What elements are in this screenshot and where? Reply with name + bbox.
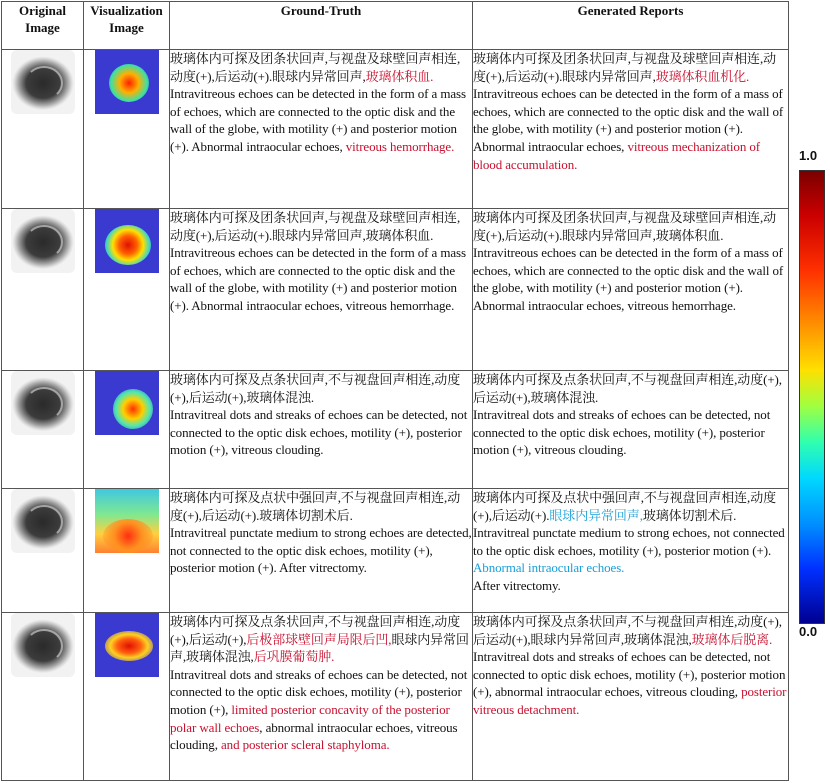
table-row: [2, 613, 789, 781]
report-text: Intravitreal dots and streaks of echoes can be detected, not connected to the optic disk echoes, motility (+), posterior motion (+), vitreous clouding.: [473, 407, 771, 458]
ultrasound-image: [11, 209, 75, 273]
report-text: Intravitreous echoes can be detected in the form of a mass of echoes, which are connected to the optic disk and the wall of the globe, with motility (+) and posterior motion (+). Abnormal intraocular echoes, vitreous hemorrhage.: [473, 245, 784, 313]
report-text: 玻璃体内可探及点状中强回声,不与视盘回声相连,动度(+),后运动(+).玻璃体切割术后.: [170, 490, 461, 523]
highlighted-text: and posterior scleral staphyloma.: [221, 737, 390, 753]
report-text: 玻璃体内可探及团条状回声,与视盘及球壁回声相连,动度(+),后运动(+).眼球内异常回声,: [473, 51, 777, 84]
report-text: Intravitreous echoes can be detected in the form of a mass of echoes, which are connected to the optic disk and the wall of the globe, with motility (+) and posterior motion (+). Abnormal intraocular echoes,: [170, 86, 466, 154]
header-visualization-image: Visualization Image: [84, 2, 170, 50]
report-text: 玻璃体内可探及点条状回声,不与视盘回声相连,动度(+),后运动(+),: [170, 614, 461, 647]
ultrasound-image: [11, 489, 75, 553]
report-text: 玻璃体内可探及点条状回声,不与视盘回声相连,动度(+),后运动(+),眼球内异常回声,玻璃体混浊,: [473, 614, 782, 647]
heatmap-image: [95, 209, 159, 273]
ground-truth-cell: [170, 613, 473, 781]
report-text: , abnormal intraocular echoes, vitreous clouding,: [170, 719, 458, 753]
highlighted-text: 玻璃体积血机化.: [655, 68, 750, 84]
ground-truth-cell: [170, 489, 473, 613]
report-text: Intravitreous echoes can be detected in the form of a mass of echoes, which are connected to the optic disk and the wall of the globe, with motility (+) and posterior motion (+). Abnormal intraocular echoes,: [473, 86, 784, 154]
highlighted-text: 玻璃体后脱离.: [691, 631, 773, 647]
report-text: 玻璃体内可探及团条状回声,与视盘及球壁回声相连,动度(+),后运动(+).眼球内异常回声,: [170, 51, 461, 84]
table-row: [2, 50, 789, 209]
report-text: Intravitreous echoes can be detected in the form of a mass of echoes, which are connected to the optic disk and the wall of the globe, with motility (+) and posterior motion (+). Abnormal intraocular echoes, vitreous hemorrhage.: [170, 245, 466, 313]
highlighted-text: limited posterior concavity of the posterior polar wall echoes: [170, 701, 450, 735]
report-text: 玻璃体内可探及点状中强回声,不与视盘回声相连,动度(+),后运动(+).: [473, 490, 777, 523]
report-text: 玻璃体内可探及点条状回声,不与视盘回声相连,动度(+),后运动(+),玻璃体混浊.: [473, 372, 782, 405]
highlighted-text: posterior vitreous detachment.: [473, 684, 787, 717]
report-text: Intravitreal dots and streaks of echoes can be detected, not connected to the optic disk echoes, motility (+), posterior motion (+),: [170, 666, 468, 717]
header-original-image: Original Image: [2, 2, 84, 50]
ground-truth-cell: [170, 50, 473, 209]
highlighted-text: 眼球内异常回声,: [549, 507, 643, 523]
table-row: [2, 371, 789, 489]
report-text: After vitrectomy.: [473, 577, 561, 593]
report-text: Intravitreal dots and streaks of echoes can be detected, not connected to the optic disk echoes, motility (+), posterior motion (+), vitreous clouding.: [170, 407, 468, 458]
ultrasound-image: [11, 50, 75, 114]
ultrasound-image: [11, 371, 75, 435]
table-row: [2, 209, 789, 371]
colorbar-min-label: 0.0: [799, 624, 818, 639]
report-text: 玻璃体内可探及团条状回声,与视盘及球壁回声相连,动度(+),后运动(+).眼球内异常回声,玻璃体积血.: [473, 210, 777, 243]
heatmap-image: [95, 489, 159, 553]
generated-report-cell: [473, 209, 789, 371]
ground-truth-cell: [170, 209, 473, 371]
report-text: Intravitreal punctate medium to strong echoes, not connected to the optic disk echoes, motility (+), posterior motion (+).: [473, 525, 785, 558]
ground-truth-cell: [170, 371, 473, 489]
highlighted-text: vitreous hemorrhage.: [345, 138, 455, 154]
report-text: Intravitreal dots and streaks of echoes can be detected, not connected to optic disk echoes, motility (+), posterior motion (+), abnormal intraocular echoes, vitreous clouding,: [473, 649, 786, 700]
results-table: [1, 1, 789, 781]
report-text: 玻璃体内可探及点条状回声,不与视盘回声相连,动度(+),后运动(+),玻璃体混浊.: [170, 372, 461, 405]
heatmap-image: [95, 613, 159, 677]
heatmap-image: [95, 50, 159, 114]
ultrasound-image: [11, 613, 75, 677]
report-text: Intravitreal punctate medium to strong echoes are detected, not connected to the optic disk echoes, motility (+), posterior motion (+). After vitrectomy.: [170, 525, 472, 576]
header-ground-truth: Ground-Truth: [170, 2, 473, 50]
heatmap-image: [95, 371, 159, 435]
highlighted-text: vitreous mechanization of blood accumulation.: [473, 138, 760, 172]
generated-report-cell: [473, 489, 789, 613]
colorbar-max-label: 1.0: [799, 148, 818, 163]
header-generated-reports: Generated Reports: [473, 2, 789, 50]
report-text: 玻璃体切割术后.: [642, 507, 737, 523]
highlighted-text: 后极部球壁回声局限后凹,: [246, 631, 392, 647]
header-row: [2, 2, 789, 50]
colorbar-gradient: [799, 170, 825, 624]
colorbar: [793, 140, 829, 640]
report-text: 眼球内异常回声,玻璃体混浊,: [170, 631, 469, 665]
highlighted-text: 玻璃体积血.: [365, 68, 434, 84]
generated-report-cell: [473, 50, 789, 209]
generated-report-cell: [473, 371, 789, 489]
highlighted-text: 后巩膜葡萄肿.: [253, 649, 335, 665]
generated-report-cell: [473, 613, 789, 781]
report-text: 玻璃体内可探及团条状回声,与视盘及球壁回声相连,动度(+),后运动(+).眼球内异常回声,玻璃体积血.: [170, 210, 461, 243]
table-row: [2, 489, 789, 613]
highlighted-text: Abnormal intraocular echoes.: [473, 560, 625, 576]
